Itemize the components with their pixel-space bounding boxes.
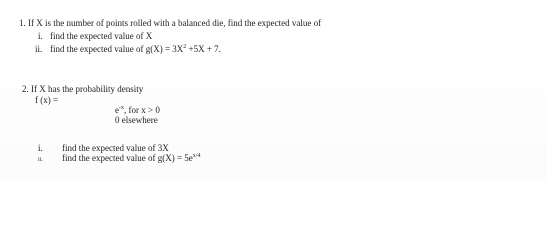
part-text: find the expected value of X — [50, 31, 153, 41]
question-2-part-ii — [38, 153, 200, 163]
question-1-part-ii — [35, 44, 221, 54]
part-number: ii. — [38, 157, 43, 163]
exponent: -x — [119, 105, 124, 111]
density-case-1 — [115, 105, 160, 115]
density-case-2: 0 elsewhere — [115, 115, 158, 125]
part-text: find the expected value of 3X — [62, 143, 169, 153]
part-text: find the expected value of g(X) = 3X — [50, 44, 184, 54]
question-2-stem: 2. If X has the probability density — [22, 84, 144, 94]
part-text: find the expected value of g(X) = 5e — [62, 153, 193, 163]
part-number: ii. — [35, 44, 43, 54]
density-label: f (x) = — [35, 95, 59, 105]
question-1-stem: 1. If X is the number of points rolled with a balanced die, find the expected value of — [19, 18, 322, 28]
part-number: i. — [38, 143, 43, 153]
case-condition: , for x > 0 — [124, 105, 160, 115]
density-definition — [35, 95, 75, 105]
case-base: e — [115, 105, 119, 115]
exponent: x/4 — [192, 153, 201, 159]
question-1-part-i — [38, 31, 152, 41]
part-number: i. — [38, 31, 43, 41]
part-text-tail: +5X + 7. — [186, 44, 221, 54]
exponent: 2 — [183, 44, 187, 50]
question-2-part-i — [38, 143, 169, 153]
